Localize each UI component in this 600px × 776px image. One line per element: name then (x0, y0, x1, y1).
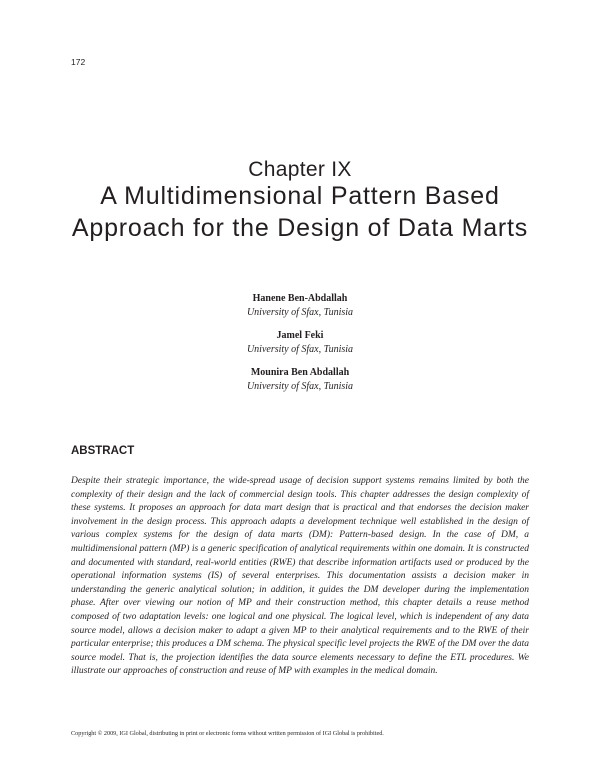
author-block (0, 366, 600, 394)
author-affiliation: University of Sfax, Tunisia (246, 381, 354, 392)
chapter-title: A Multidimensional Pattern Based Approach for the Design of Data Marts (71, 182, 529, 242)
copyright-notice: Copyright © 2009, IGI Global, distributing in print or electronic forms without written permission of IGI Global is prohibited. (71, 730, 384, 737)
abstract-text: Despite their strategic importance, the wide-spread usage of decision support systems remains limited by both the complexity of their design and the lack of commercial design tools. This chapter addresses the design complexity of these systems. It proposes an approach for data mart design that is practical and that endorses the decision maker involvement in the design process. This approach adapts a development technique well established in the design of various complex systems for the design of data marts (DM): Pattern-based design. In the case of DM, a multidimensional pattern (MP) is a generic specification of analytical requirements within one domain. It is constructed and documented with standard, real-world entities (RWE) that describe information artifacts used or produced by the operational information systems (IS) of several enterprises. This documentation assists a decision maker in understanding the generic analytical solution; in addition, it guides the DM developer during the implementation phase. After over viewing our notion of MP and their construction method, this chapter details a reuse method composed of two adaptation levels: one logical and one physical. The logical level, which is independent of any data source model, allows a decision maker to adapt a given MP to their analytical requirements and to the RWE of their particular enterprise; this produces a DM schema. The physical specific level projects the RWE of the DM over the data source model. That is, the projection identifies the data source elements necessary to define the ETL procedures. We illustrate our approaches of construction and reuse of MP with examples in the medical domain. (71, 476, 529, 677)
author-name: Mounira Ben Abdallah (250, 367, 350, 378)
chapter-label: Chapter IX (248, 158, 352, 181)
page-number: 172 (71, 57, 86, 67)
author-block (0, 292, 600, 320)
author-affiliation: University of Sfax, Tunisia (246, 307, 354, 318)
author-affiliation: University of Sfax, Tunisia (246, 344, 354, 355)
author-name: Jamel Feki (276, 330, 324, 341)
abstract-heading: ABSTRACT (71, 445, 135, 457)
author-list (0, 292, 600, 403)
author-name: Hanene Ben-Abdallah (252, 293, 348, 304)
author-block (0, 329, 600, 357)
